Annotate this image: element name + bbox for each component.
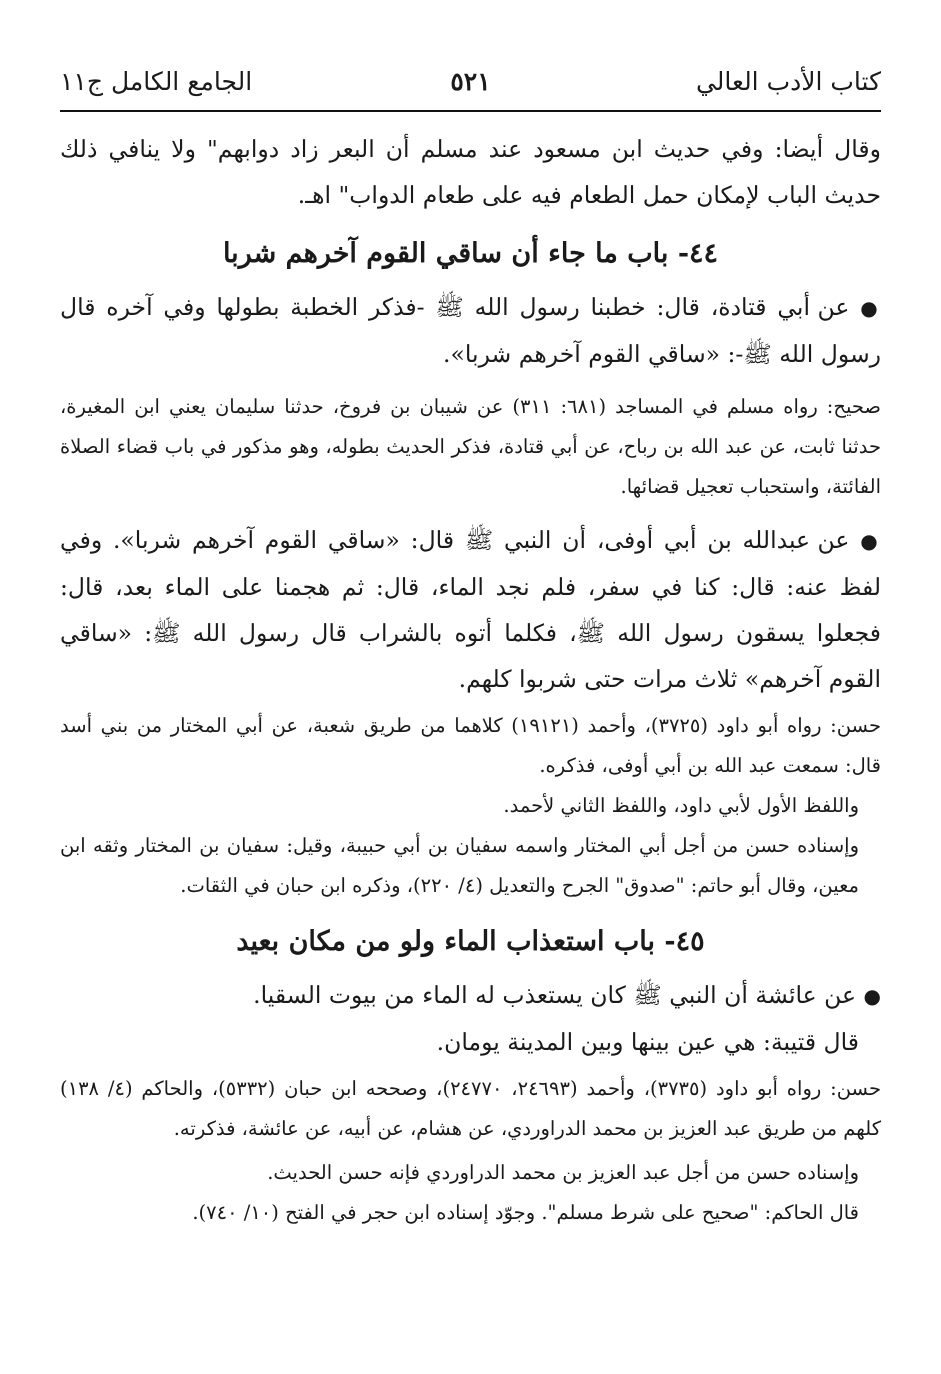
takhrij-note: قال الحاكم: "صحيح على شرط مسلم". وجوّد إسناده ابن حجر في الفتح (١٠/ ٧٤٠). [192, 1201, 859, 1224]
takhrij-note: واللفظ الأول لأبي داود، واللفظ الثاني لأحمد. [503, 794, 859, 817]
book-title: كتاب الأدب العالي [695, 66, 881, 96]
takhrij-note: حسن: رواه أبو داود (٣٧٣٥)، وأحمد (٢٤٦٩٣، ٢٤٧٧٠)، وصححه ابن حبان (٥٣٣٢)، والحاكم (٤/ ١٣٨) كلهم من طريق عبد العزيز بن محمد الدراوردي، عن هشام، عن أبيه، عن عائشة، فذكرته. [60, 1077, 881, 1140]
hadith-paragraph [60, 284, 881, 377]
bullet-icon: ● [863, 984, 881, 1008]
bullet-icon: ● [860, 296, 881, 320]
takhrij-note: حسن: رواه أبو داود (٣٧٢٥)، وأحمد (١٩١٢١) كلاهما من طريق شعبة، عن أبي المختار من بني أسد قال: سمعت عبد الله بن أبي أوفى، فذكره. [60, 714, 881, 777]
header-rule [60, 110, 881, 112]
page-body [60, 126, 881, 1233]
chapter-heading-45: ٤٥- باب استعذاب الماء ولو من مكان بعيد [236, 926, 705, 957]
intro-paragraph: وقال أيضا: وفي حديث ابن مسعود عند مسلم أن البعر زاد دوابهم" ولا ينافي ذلك حديث الباب لإمكان حمل الطعام فيه على طعام الدواب" اهـ. [60, 135, 881, 209]
takhrij-note: وإسناده حسن من أجل عبد العزيز بن محمد الدراوردي فإنه حسن الحديث. [267, 1161, 859, 1184]
page-header [60, 58, 881, 104]
takhrij-note: صحيح: رواه مسلم في المساجد (٦٨١: ٣١١) عن شيبان بن فروخ، حدثنا سليمان يعني ابن المغيرة، حدثنا ثابت، عن عبد الله بن رباح، عن أبي قتادة، فذكر الحديث بطوله، وهو مذكور في باب قضاء الصلاة الفائتة، واستحباب تعجيل قضائها. [60, 395, 881, 498]
chapter-heading-44: ٤٤- باب ما جاء أن ساقي القوم آخرهم شربا [222, 238, 719, 269]
hadith-paragraph [60, 517, 881, 702]
hadith-paragraph [60, 972, 881, 1019]
page-number: ٥٢١ [450, 66, 491, 96]
bullet-icon: ● [860, 529, 881, 553]
hadith-text: عن عبدالله بن أبي أوفى، أن النبي ﷺ قال: «ساقي القوم آخرهم شربا». وفي لفظ عنه: قال: كنا في سفر، فلم نجد الماء، قال: ثم هجمنا على الماء بعد، قال: فجعلوا يسقون رسول الله ﷺ، فكلما أتوه بالشراب قال رسول الله ﷺ: «ساقي القوم آخرهم» ثلاث مرات حتى شربوا كلهم. [60, 526, 881, 693]
hadith-text: عن عائشة أن النبي ﷺ كان يستعذب له الماء من بيوت السقيا. [253, 981, 857, 1009]
takhrij-note: وإسناده حسن من أجل أبي المختار واسمه سفيان بن أبي حبيبة، وقيل: سفيان بن المختار وثقه ابن معين، وقال أبو حاتم: "صدوق" الجرح والتعديل (٤/ ٢٢٠)، وذكره ابن حبان في الثقات. [60, 834, 859, 897]
hadith-commentary: قال قتيبة: هي عين بينها وبين المدينة يومان. [436, 1028, 859, 1056]
running-title: الجامع الكامل ج١١ [60, 66, 253, 96]
hadith-text: عن أبي قتادة، قال: خطبنا رسول الله ﷺ -فذكر الخطبة بطولها وفي آخره قال رسول الله ﷺ-: «ساقي القوم آخرهم شربا». [60, 293, 881, 368]
